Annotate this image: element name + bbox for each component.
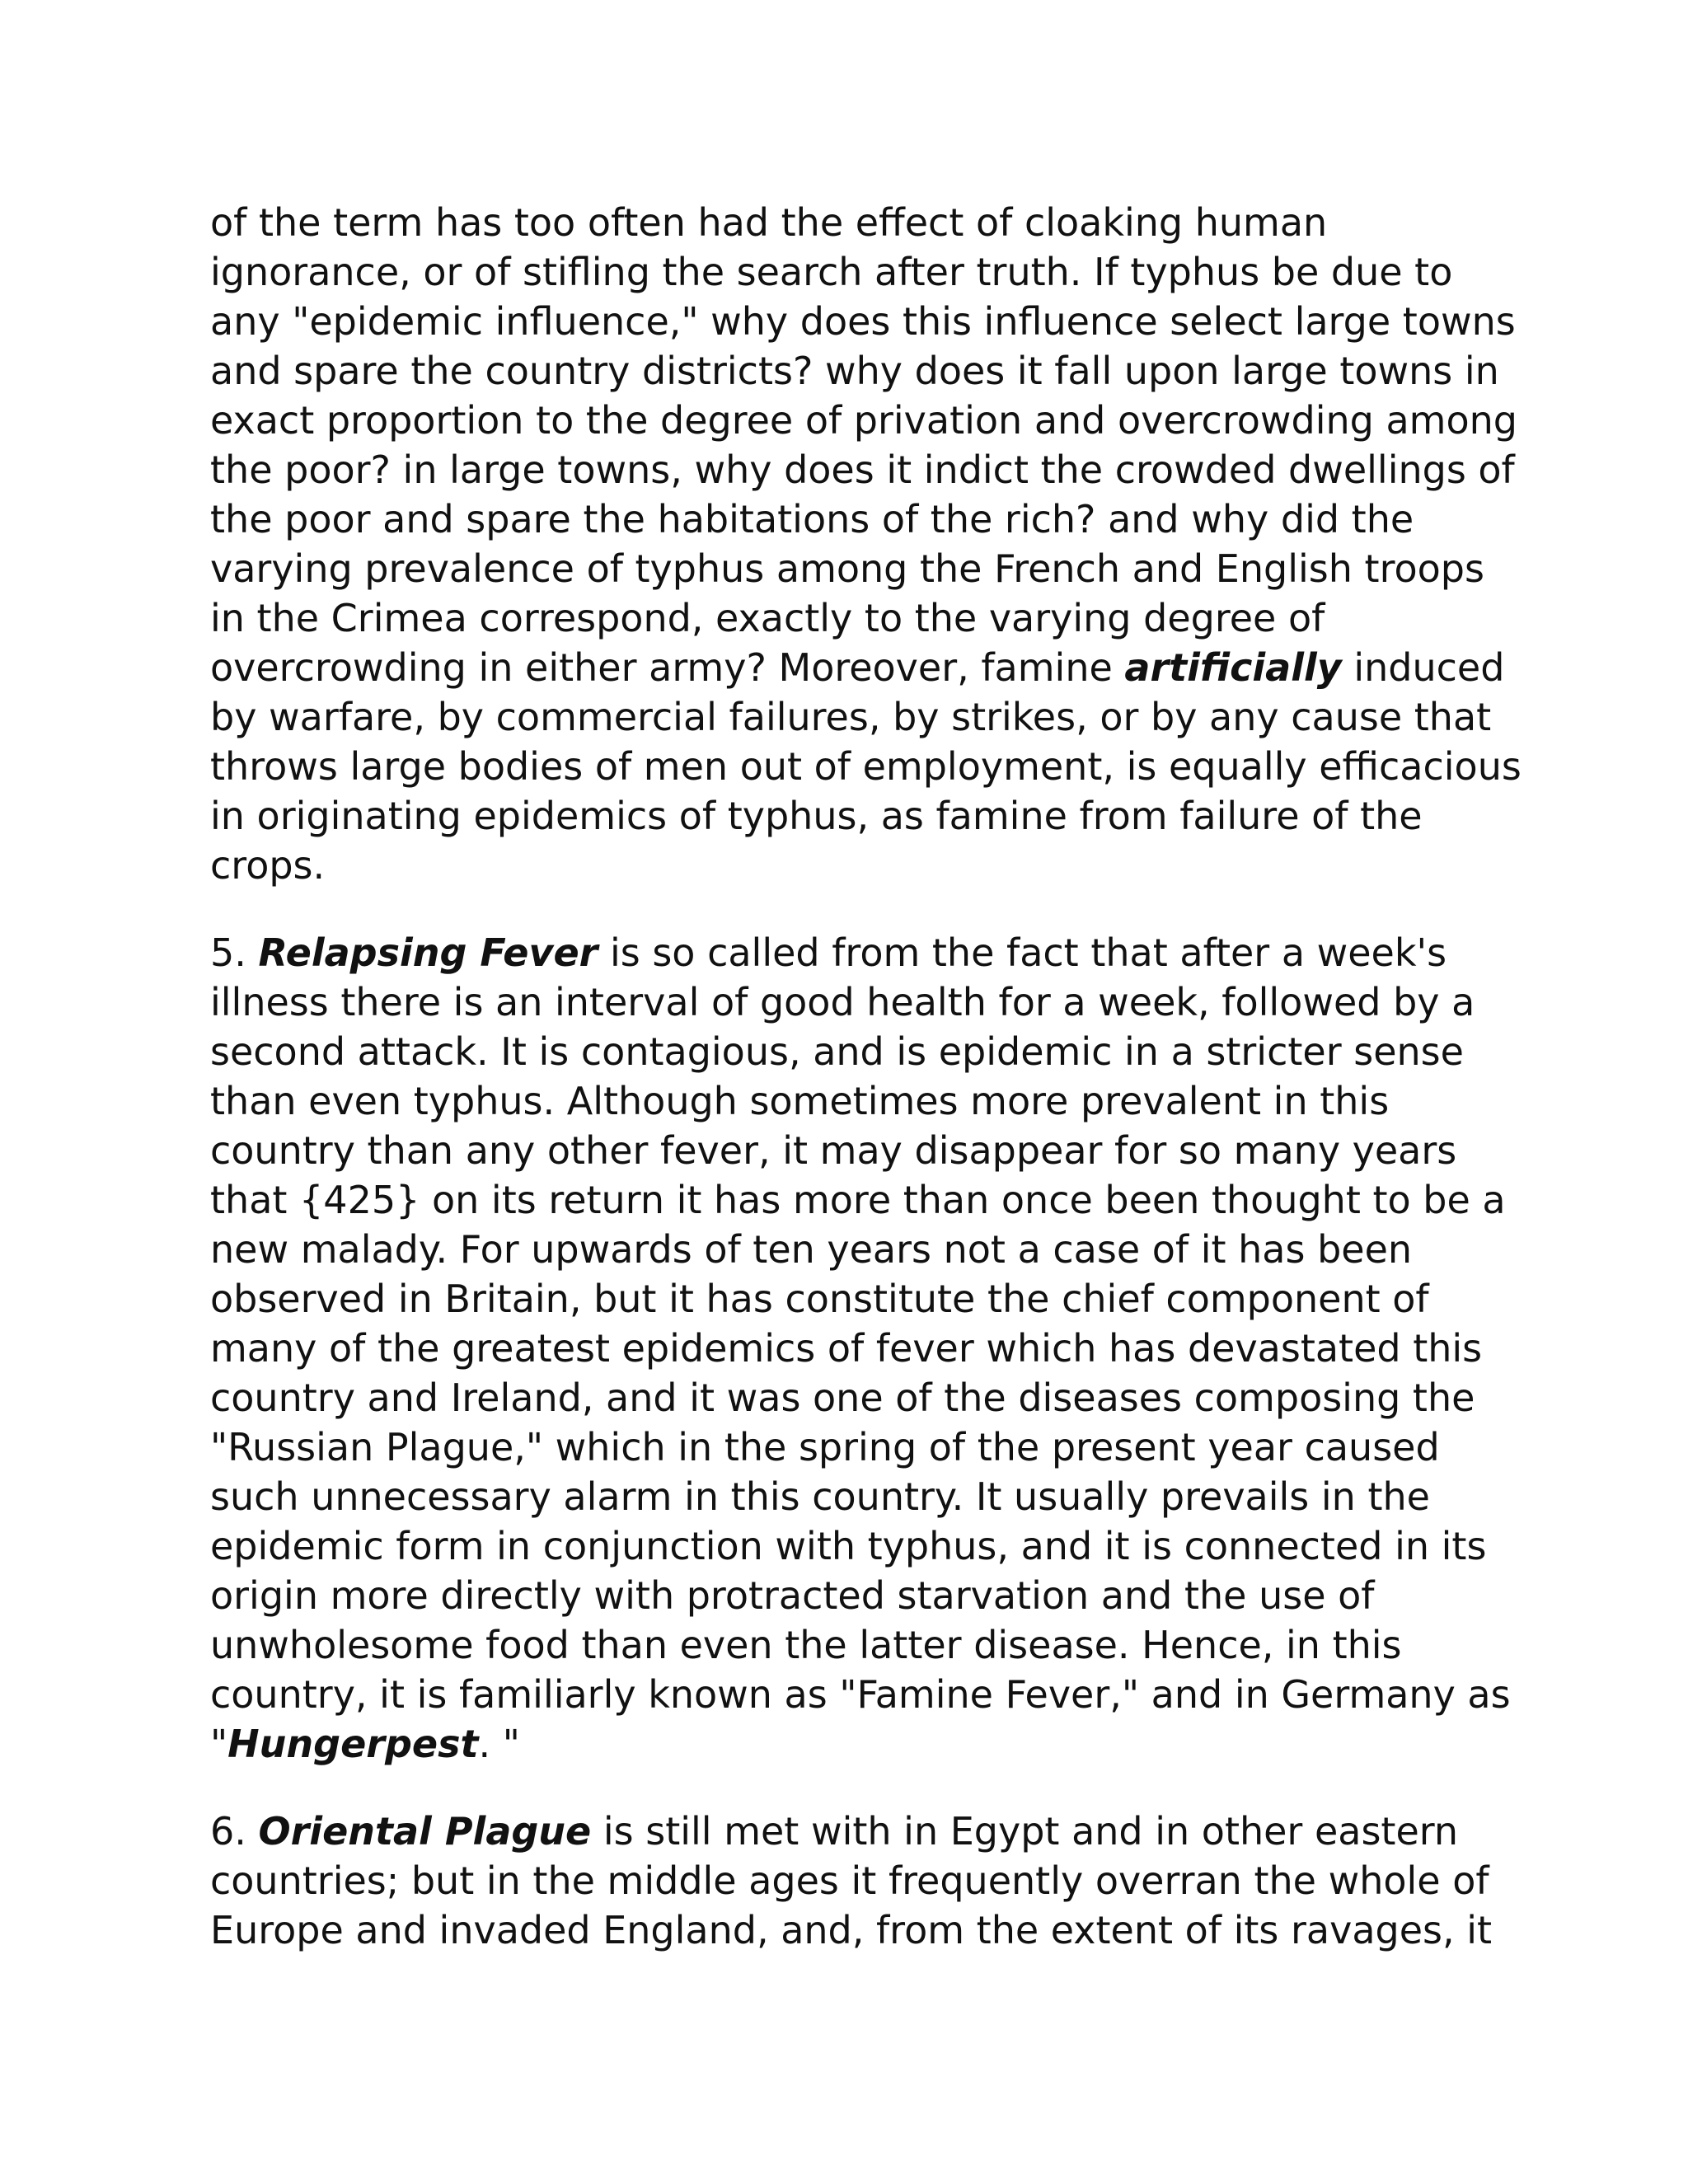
text-line [210, 544, 1496, 593]
text-line [210, 841, 1496, 890]
text-line [210, 742, 1522, 791]
text-run: in the Crimea correspond, exactly to the varying degree of [210, 596, 1325, 640]
emphasized-term: Oriental Plague [258, 1809, 592, 1854]
text-line [210, 1373, 1496, 1422]
text-line [210, 977, 1496, 1027]
text-line [210, 643, 1505, 692]
body-text [210, 198, 1522, 1955]
text-run: many of the greatest epidemics of fever which has devastated this [210, 1326, 1483, 1371]
text-line [210, 791, 1496, 841]
text-line [210, 297, 1516, 346]
text-run: illness there is an interval of good health for a week, followed by a [210, 980, 1475, 1024]
text-line [210, 928, 1496, 977]
text-run: exact proportion to the degree of privation and overcrowding among [210, 398, 1517, 443]
text-line [210, 1175, 1506, 1225]
text-line [210, 445, 1515, 494]
emphasized-term: artificially [1124, 645, 1342, 690]
text-line [210, 198, 1496, 247]
text-line [210, 1719, 1496, 1769]
text-line [210, 692, 1496, 742]
text-line [210, 1807, 1496, 1856]
text-run: than even typhus. Although sometimes more prevalent in this [210, 1079, 1390, 1123]
text-line [210, 1472, 1496, 1521]
emphasized-term: Hungerpest [227, 1722, 479, 1766]
text-line [210, 1856, 1496, 1905]
text-line [210, 1027, 1496, 1076]
text-run: by warfare, by commercial failures, by strikes, or by any cause that [210, 695, 1492, 739]
text-run: crops. [210, 843, 326, 888]
text-line [210, 1274, 1496, 1324]
text-line [210, 247, 1496, 297]
text-line [210, 1126, 1496, 1175]
text-line [210, 593, 1496, 643]
text-run: throws large bodies of men out of employment, is equally efficacious [210, 744, 1522, 789]
text-run: . " [478, 1722, 520, 1766]
text-run: observed in Britain, but it has constitute the chief component of [210, 1277, 1429, 1321]
text-line [210, 1905, 1496, 1955]
text-run: of the term has too often had the effect of cloaking human [210, 200, 1328, 245]
text-run: the poor? in large towns, why does it indict the crowded dwellings of [210, 448, 1515, 492]
text-line [210, 396, 1517, 445]
text-run: country than any other fever, it may disappear for so many years [210, 1128, 1457, 1173]
text-run: epidemic form in conjunction with typhus, and it is connected in its [210, 1524, 1487, 1568]
text-run: such unnecessary alarm in this country. It usually prevails in the [210, 1474, 1430, 1519]
paragraph [210, 198, 1522, 890]
text-line [210, 1225, 1496, 1274]
text-run: 5. [210, 930, 259, 975]
text-run: new malady. For upwards of ten years not a case of it has been [210, 1227, 1413, 1272]
text-run: in originating epidemics of typhus, as famine from failure of the [210, 794, 1423, 838]
text-run: any "epidemic influence," why does this influence select large towns [210, 299, 1516, 344]
text-run: country, it is familiarly known as "Famine Fever," and in Germany as [210, 1672, 1511, 1717]
text-run: countries; but in the middle ages it frequently overran the whole of [210, 1858, 1489, 1903]
paragraph-gap [210, 890, 1496, 928]
text-run: " [210, 1722, 228, 1766]
paragraph-gap [210, 1769, 1496, 1807]
text-line [210, 346, 1499, 396]
text-run: unwholesome food than even the latter disease. Hence, in this [210, 1623, 1402, 1667]
text-line [210, 1620, 1496, 1670]
text-run: is still met with in Egypt and in other eastern [591, 1809, 1459, 1854]
paragraph [210, 928, 1511, 1769]
paragraph [210, 1807, 1496, 1955]
text-run: varying prevalence of typhus among the French and English troops [210, 546, 1484, 591]
text-run: the poor and spare the habitations of the rich? and why did the [210, 497, 1414, 541]
text-line [210, 1670, 1511, 1719]
text-run: second attack. It is contagious, and is epidemic in a stricter sense [210, 1029, 1464, 1074]
text-run: Europe and invaded England, and, from the extent of its ravages, it [210, 1908, 1493, 1952]
text-run: ignorance, or of stifling the search after truth. If typhus be due to [210, 250, 1453, 294]
text-line [210, 1324, 1496, 1373]
text-line [210, 1521, 1496, 1571]
text-line [210, 1422, 1496, 1472]
text-line [210, 1076, 1496, 1126]
text-run: origin more directly with protracted starvation and the use of [210, 1573, 1375, 1618]
emphasized-term: Relapsing Fever [258, 930, 598, 975]
text-line [210, 1571, 1496, 1620]
text-run: overcrowding in either army? Moreover, famine [210, 645, 1125, 690]
text-run: induced [1341, 645, 1505, 690]
text-run: that {425} on its return it has more than once been thought to be a [210, 1178, 1506, 1222]
text-line [210, 494, 1496, 544]
text-run: is so called from the fact that after a week's [598, 930, 1447, 975]
text-run: "Russian Plague," which in the spring of the present year caused [210, 1425, 1440, 1469]
text-run: 6. [210, 1809, 259, 1854]
text-run: and spare the country districts? why does it fall upon large towns in [210, 349, 1499, 393]
text-run: country and Ireland, and it was one of the diseases composing the [210, 1376, 1475, 1420]
